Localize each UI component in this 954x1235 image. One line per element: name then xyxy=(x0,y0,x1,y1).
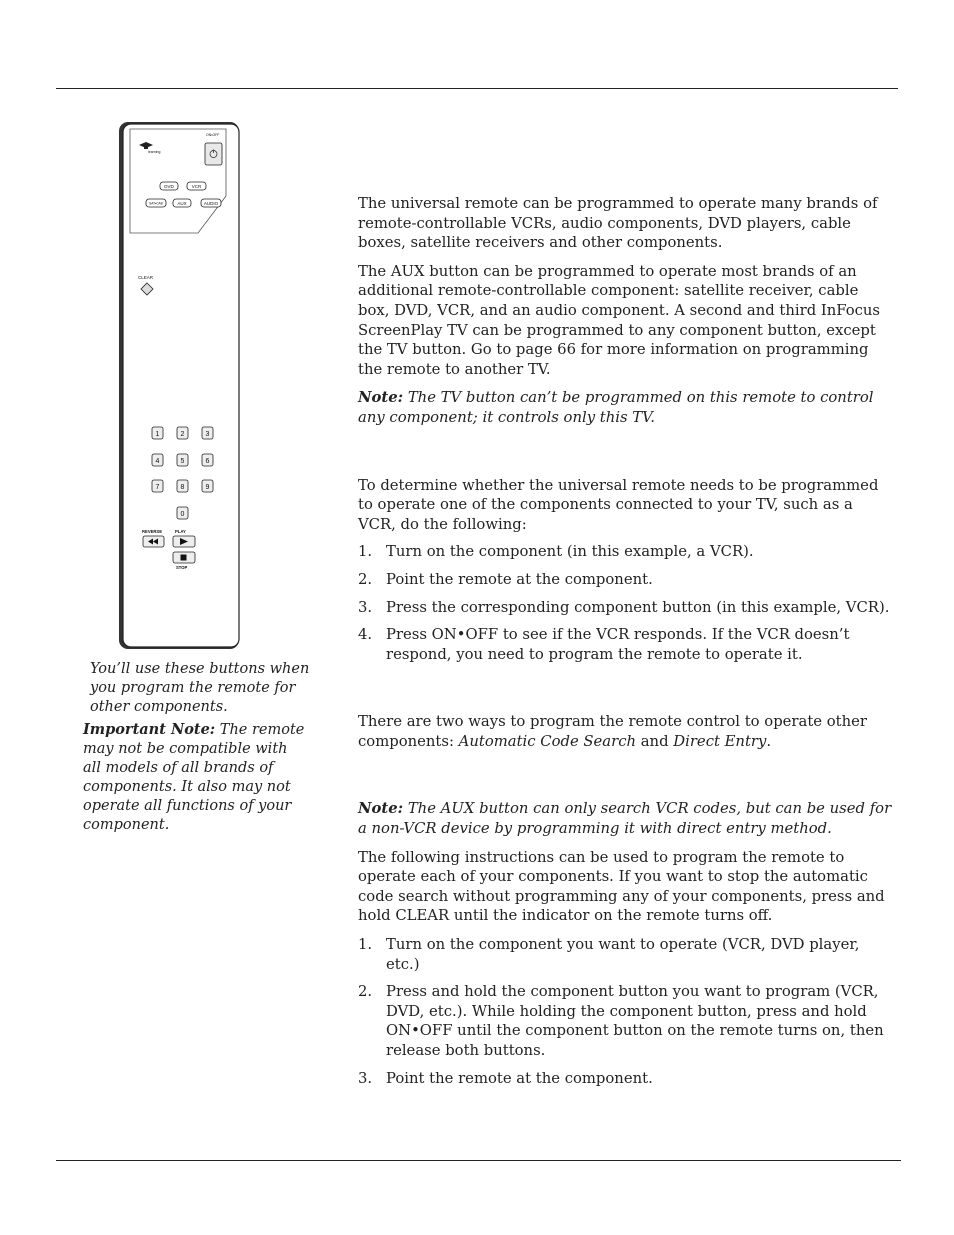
dvd-button[interactable] xyxy=(160,182,178,190)
svg-text:5: 5 xyxy=(180,458,185,465)
reverse-label: REVERSE xyxy=(142,529,163,534)
remote-illustration xyxy=(118,121,241,651)
determine-paragraph: To determine whether the universal remote needs to be programmed to operate one of the components connected to your TV, such as a VCR, do the following: xyxy=(358,476,879,533)
list-item: 4. Press ON•OFF to see if the VCR responds. If the VCR doesn’t respond, you need to program the remote to operate it. xyxy=(358,626,850,663)
digit-0-button[interactable] xyxy=(177,507,188,519)
remote-caption: You’ll use these buttons when you program the remote for other components. xyxy=(90,661,310,715)
intro-paragraph: The universal remote can be programmed to operate many brands of remote-controllable VCRs, audio components, DVD players, cable boxes, satellite receivers and other components. xyxy=(358,195,878,252)
aux-search-note: Note: The AUX button can only search VCR codes, but can be used for a non-VCR device by programming it with direct entry method. xyxy=(358,800,892,838)
svg-text:9: 9 xyxy=(205,484,210,491)
svg-text:DVD: DVD xyxy=(164,184,174,189)
stop-label: STOP xyxy=(176,565,188,570)
play-label: PLAY xyxy=(175,529,186,534)
svg-text:SAT•CAB: SAT•CAB xyxy=(149,201,163,206)
note-label: Note: xyxy=(358,800,404,818)
digit-3-button[interactable] xyxy=(202,427,213,439)
important-note-label: Important Note: xyxy=(83,721,216,738)
aux-button[interactable] xyxy=(173,199,191,207)
svg-text:3: 3 xyxy=(205,431,210,438)
determine-steps xyxy=(358,542,893,664)
svg-text:AUX: AUX xyxy=(177,201,187,206)
svg-text:7: 7 xyxy=(155,484,160,491)
important-note xyxy=(83,720,305,835)
search-steps xyxy=(358,935,893,1088)
stop-icon xyxy=(181,555,187,561)
list-item: 1. Turn on the component you want to operate (VCR, DVD player, etc.) xyxy=(358,936,860,973)
sat-cab-button[interactable] xyxy=(146,199,166,207)
digit-8-button[interactable] xyxy=(177,480,188,492)
clear-label: CLEAR xyxy=(138,275,154,280)
svg-text:VCR: VCR xyxy=(191,184,202,189)
audio-button[interactable] xyxy=(201,199,221,207)
play-button[interactable] xyxy=(173,536,195,547)
important-note-text: The remote may not be compatible with all models of all brands of components. It also may not operate all functions of your component. xyxy=(83,722,305,833)
digit-2-button[interactable] xyxy=(177,427,188,439)
tv-button-note: Note: The TV button can’t be programmed on this remote to control any component; it controls only this TV. xyxy=(358,389,874,426)
aux-paragraph: The AUX button can be programmed to operate most brands of an additional remote-controllable component: satellite receiver, cable box, DVD, VCR, and an audio component. A second and third InFocus ScreenPlay TV can be programmed to any component button, except the TV button. Go to page 66 for more information on programming the remote to another TV. xyxy=(358,262,881,378)
learning-label: learning xyxy=(148,150,161,154)
digit-6-button[interactable] xyxy=(202,454,213,466)
on-off-button[interactable] xyxy=(205,143,222,165)
note-label: Note: xyxy=(358,389,404,407)
digit-4-button[interactable] xyxy=(152,454,163,466)
svg-text:8: 8 xyxy=(180,484,185,491)
svg-text:6: 6 xyxy=(205,458,210,465)
on-off-label: ON•OFF xyxy=(206,133,220,137)
two-ways-paragraph: There are two ways to program the remote control to operate other components: Automatic Code Search and Direct Entry. xyxy=(358,713,867,750)
vcr-button[interactable] xyxy=(187,182,206,190)
digit-5-button[interactable] xyxy=(177,454,188,466)
svg-text:2: 2 xyxy=(180,431,185,438)
footer-rule xyxy=(56,1160,901,1161)
instructions-paragraph: The following instructions can be used to program the remote to operate each of your components. If you want to stop the automatic code search without programming any of your components, press and hold CLEAR until the indicator on the remote turns off. xyxy=(358,848,885,925)
digit-1-button[interactable] xyxy=(152,427,163,439)
svg-text:1: 1 xyxy=(155,431,160,438)
list-item: 1. Turn on the component (in this example, a VCR). xyxy=(358,543,754,561)
svg-text:4: 4 xyxy=(155,458,160,465)
header-rule xyxy=(56,88,898,89)
digit-7-button[interactable] xyxy=(152,480,163,492)
stop-button[interactable] xyxy=(173,552,195,563)
svg-text:AUDIO: AUDIO xyxy=(203,201,219,206)
list-item: 2. Point the remote at the component. xyxy=(358,570,653,588)
list-item: 3. Point the remote at the component. xyxy=(358,1069,653,1087)
list-item: 3. Press the corresponding component button (in this example, VCR). xyxy=(358,598,890,616)
svg-text:0: 0 xyxy=(180,511,185,518)
main-content xyxy=(358,194,893,1088)
list-item: 2. Press and hold the component button you want to program (VCR, DVD, etc.). While holding the component button, press and hold ON•OFF until the component button on the remote turns on, then release both buttons. xyxy=(358,983,884,1059)
digit-9-button[interactable] xyxy=(202,480,213,492)
reverse-button[interactable] xyxy=(143,536,164,547)
